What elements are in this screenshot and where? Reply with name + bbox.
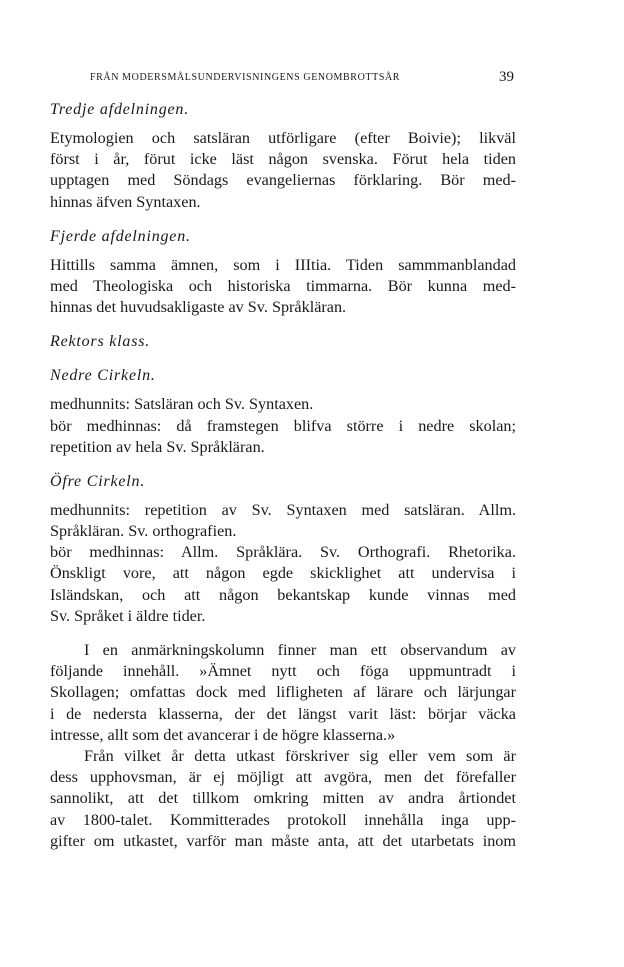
text-line: Sv. Språket i äldre tider. bbox=[50, 606, 206, 625]
text-line: hinnas äfven Syntaxen. bbox=[50, 192, 201, 211]
text-line: Isländskan, och att någon bekantskap kunde vinnas med bbox=[50, 585, 516, 604]
text-line: I en anmärkningskolumn finner man ett observandum av bbox=[84, 641, 516, 659]
text-line: sannolikt, att det tillkom omkring mitten av andra årtiondet bbox=[50, 789, 516, 808]
text-line: Från vilket år detta utkast förskriver sig eller vem som är bbox=[84, 746, 516, 765]
running-title: FRÅN MODERSMÅLSUNDERVISNINGENS GENOMBROTTSÅR bbox=[90, 72, 401, 83]
section-heading: Nedre Cirkeln. bbox=[50, 367, 156, 385]
text-line: Etymologien och satsläran utförligare (efter Boivie); likväl bbox=[50, 129, 516, 147]
text-line: hinnas det huvudsakligaste av Sv. Språkläran. bbox=[50, 298, 347, 317]
text-line: repetition av hela Sv. Språkläran. bbox=[50, 437, 265, 456]
section-heading: Öfre Cirkeln. bbox=[50, 472, 146, 490]
section-heading: Rektors klass. bbox=[50, 333, 151, 351]
text-line: följande innehåll. »Ämnet nytt och föga uppmuntradt i bbox=[50, 662, 516, 681]
text-line: upptagen med Söndags evangeliernas förklaring. Bör med- bbox=[50, 171, 516, 190]
running-header bbox=[90, 69, 514, 85]
text-line: bör medhinnas: då framstegen blifva större i nedre skolan; bbox=[50, 416, 516, 435]
text-line: medhunnits: repetition av Sv. Syntaxen med satsläran. Allm. bbox=[50, 500, 516, 519]
text-line: med Theologiska och historiska timmarna. Bör kunna med- bbox=[50, 276, 516, 295]
text-line: intresse, allt som det avancerar i de högre klasserna.» bbox=[50, 725, 396, 744]
page-number: 39 bbox=[499, 69, 514, 85]
text-line: bör medhinnas: Allm. Språklära. Sv. Orthografi. Rhetorika. bbox=[50, 543, 516, 562]
page-body bbox=[50, 99, 516, 852]
text-line: Önskligt vore, att någon egde skicklighet att undervisa i bbox=[50, 564, 516, 583]
text-line: av 1800-talet. Kommitterades protokoll innehålla inga upp- bbox=[50, 810, 516, 829]
text-line: medhunnits: Satsläran och Sv. Syntaxen. bbox=[50, 395, 314, 414]
text-line: dess upphovsman, är ej möjligt att avgöra, men det förefaller bbox=[50, 768, 516, 787]
text-line: Hittills samma ämnen, som i IIItia. Tiden sammmanblandad bbox=[50, 255, 516, 274]
section-heading: Tredje afdelningen. bbox=[50, 101, 190, 118]
text-line: i de nedersta klasserna, der det längst varit läst: börjar väcka bbox=[50, 704, 516, 723]
text-line: Skollagen; omfattas dock med lifligheten af lärare och lärjungar bbox=[50, 683, 516, 702]
text-line: först i år, förut icke läst någon svenska. Förut hela tiden bbox=[50, 150, 516, 169]
text-line: Språkläran. Sv. orthografien. bbox=[50, 522, 237, 541]
text-line: gifter om utkastet, varför man måste anta, att det utarbetats inom bbox=[50, 831, 516, 850]
section-heading: Fjerde afdelningen. bbox=[50, 227, 191, 245]
